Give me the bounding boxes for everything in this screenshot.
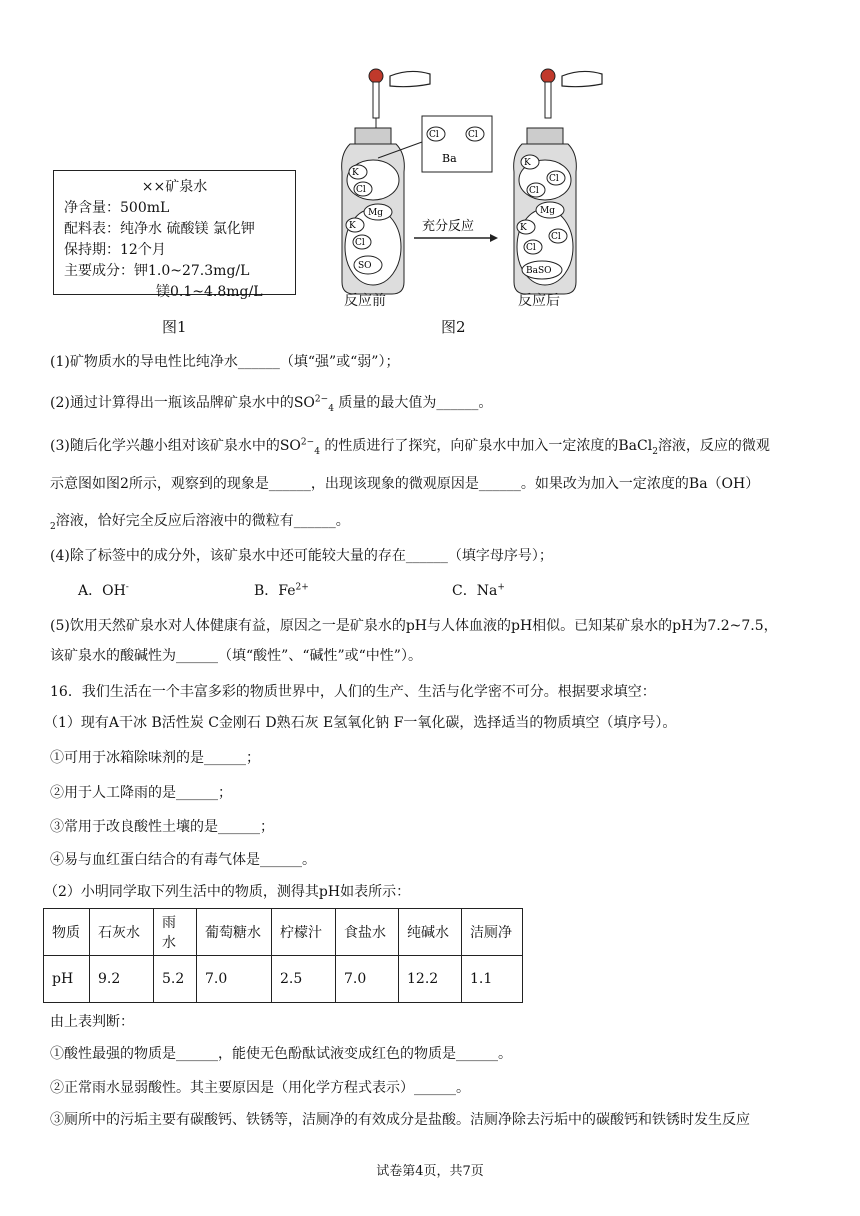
q15-p4: (4)除了标签中的成分外，该矿泉水中还可能较大量的存在______（填字母序号）； <box>50 548 553 564</box>
td-limewater: 9.2 <box>90 956 154 1003</box>
td-saline: 7.0 <box>336 956 399 1003</box>
reaction-diagram <box>330 62 610 310</box>
fig1-caption: 图1 <box>162 318 187 336</box>
q16-i2: ②用于人工降雨的是______； <box>50 785 232 801</box>
q16-s2: （2）小明同学取下列生活中的物质，测得其pH如表所示： <box>44 884 411 900</box>
dropper-right-icon <box>541 69 602 118</box>
q16-intro: 16．我们生活在一个丰富多彩的物质世界中，人们的生产、生活与化学密不可分。根据要求填空： <box>50 684 656 700</box>
q15-p1: (1)矿物质水的导电性比纯净水______（填“强”或“弱”）； <box>50 354 400 370</box>
ion-cl-box-2: Cl <box>468 130 478 140</box>
td-lemon: 2.5 <box>272 956 336 1003</box>
q16-i4: ④易与血红蛋白结合的有毒气体是______。 <box>50 852 316 868</box>
q15-p3d: 示意图如图2所示，观察到的现象是______，出现该现象的微观原因是______。如果改为加入一定浓度的Ba（OH） <box>50 476 760 492</box>
q16-i1: ①可用于冰箱除味剂的是______； <box>50 750 260 766</box>
label-main: 主要成分：钾1.0~27.3mg/L <box>64 263 250 279</box>
ph-table <box>43 908 523 1003</box>
mineral-water-label <box>53 170 296 300</box>
ion-cl-after: Cl <box>549 174 559 184</box>
q15-p2a: (2)通过计算得出一瓶该品牌矿泉水中的SO <box>50 395 315 411</box>
ion-mg-before: Mg <box>368 208 383 218</box>
q15-p3e: 溶液，恰好完全反应后溶液中的微粒有______。 <box>55 513 350 529</box>
arrow-text: 充分反应 <box>422 219 475 234</box>
ion-mg-after: Mg <box>540 206 555 216</box>
q15-p3-line1: (3)随后化学兴趣小组对该矿泉水中的$SO^{2-}_4$ 的性质进行了探究，向矿泉水中加入一定浓度的BaCl$_2$溶液，反应的微观 <box>50 437 770 457</box>
th-limewater: 石灰水 <box>90 909 154 956</box>
ph-table-value-row <box>44 956 523 1003</box>
label-ingredients: 配料表：纯净水 硫酸镁 氯化钾 <box>64 221 255 237</box>
ion-k-before: K <box>352 168 359 178</box>
q16-i3: ③常用于改良酸性土壤的是______； <box>50 819 274 835</box>
ion-cl2-after: Cl <box>529 186 539 196</box>
option-b-text: B．Fe <box>254 583 296 599</box>
td-soda: 12.2 <box>399 956 462 1003</box>
ion-cl2-before: Cl <box>355 238 365 248</box>
ion-ba-box: Ba <box>442 152 457 165</box>
option-c-text: C．Na <box>452 583 498 599</box>
label-before: 反应前 <box>344 293 386 309</box>
q15-p3b: 的性质进行了探究，向矿泉水中加入一定浓度的BaCl <box>324 438 653 454</box>
q15-p2: (2)通过计算得出一瓶该品牌矿泉水中的$SO^{2-}_4$ 质量的最大值为______。 <box>50 394 493 414</box>
ion-k-after: K <box>524 158 531 168</box>
label-after: 反应后 <box>518 293 560 309</box>
ion-cl-box-1: Cl <box>429 130 439 140</box>
option-c: C．Na+ <box>452 582 505 599</box>
q16-judge: 由上表判断： <box>50 1014 134 1030</box>
td-glucose: 7.0 <box>197 956 272 1003</box>
ion-baso4-after: BaSO <box>526 266 552 276</box>
q16-j3: ③厕所中的污垢主要有碳酸钙、铁锈等，洁厕净的有效成分是盐酸。洁厕净除去污垢中的碳酸钙和铁锈时发生反应 <box>50 1112 750 1128</box>
label-title: ××矿泉水 <box>141 179 208 195</box>
th-soda: 纯碱水 <box>399 909 462 956</box>
bacl2-box <box>422 116 492 172</box>
q16-j2: ②正常雨水显弱酸性。其主要原因是（用化学方程式表示）______。 <box>50 1080 470 1096</box>
q15-p5b: 该矿泉水的酸碱性为______（填“酸性”、“碱性”或“中性”）。 <box>50 648 422 664</box>
th-substance: 物质 <box>44 909 90 956</box>
ion-cl-before: Cl <box>356 185 366 195</box>
option-b: B．$Fe^{2+}$ <box>254 582 309 599</box>
q16-s1: （1）现有A干冰 B活性炭 C金刚石 D熟石灰 E氢氧化钠 F一氧化碳，选择适当的物质填空（填序号）。 <box>44 715 677 731</box>
q15-p3a: (3)随后化学兴趣小组对该矿泉水中的SO <box>50 438 301 454</box>
th-lemon: 柠檬汁 <box>272 909 336 956</box>
th-saline: 食盐水 <box>336 909 399 956</box>
label-mg: 镁0.1~4.8mg/L <box>156 284 263 300</box>
q15-p5a: (5)饮用天然矿泉水对人体健康有益，原因之一是矿泉水的pH与人体血液的pH相似。已知某矿泉水的pH为7.2~7.5， <box>50 618 778 634</box>
q15-p2b: 质量的最大值为______。 <box>338 395 493 411</box>
ion-so4-before: SO <box>358 261 372 271</box>
option-a-text: A．OH <box>78 583 126 599</box>
label-net: 净含量：500mL <box>64 200 170 216</box>
th-cleaner: 洁厕净 <box>462 909 523 956</box>
option-a: A．OH- <box>78 582 129 599</box>
label-shelf: 保持期：12个月 <box>64 242 166 258</box>
ion-k2-after: K <box>520 223 527 233</box>
ion-k2-before: K <box>349 221 356 231</box>
td-rain: 5.2 <box>154 956 197 1003</box>
ion-cl4-after: Cl <box>526 243 536 253</box>
q15-p3c: 溶液，反应的微观 <box>657 438 770 454</box>
fig2-caption: 图2 <box>441 318 466 336</box>
dropper-left-icon <box>369 69 430 128</box>
td-cleaner: 1.1 <box>462 956 523 1003</box>
ph-table-header-row <box>44 909 523 956</box>
th-glucose: 葡萄糖水 <box>197 909 272 956</box>
td-ph: pH <box>44 956 90 1003</box>
q15-p3-line3: $_2$溶液，恰好完全反应后溶液中的微粒有______。 <box>50 513 350 532</box>
ion-cl3-after: Cl <box>551 232 561 242</box>
q16-j1: ①酸性最强的物质是______，能使无色酚酞试液变成红色的物质是______。 <box>50 1046 512 1062</box>
th-rain: 雨水 <box>154 909 197 956</box>
page-footer: 试卷第4页，共7页 <box>376 1164 484 1179</box>
